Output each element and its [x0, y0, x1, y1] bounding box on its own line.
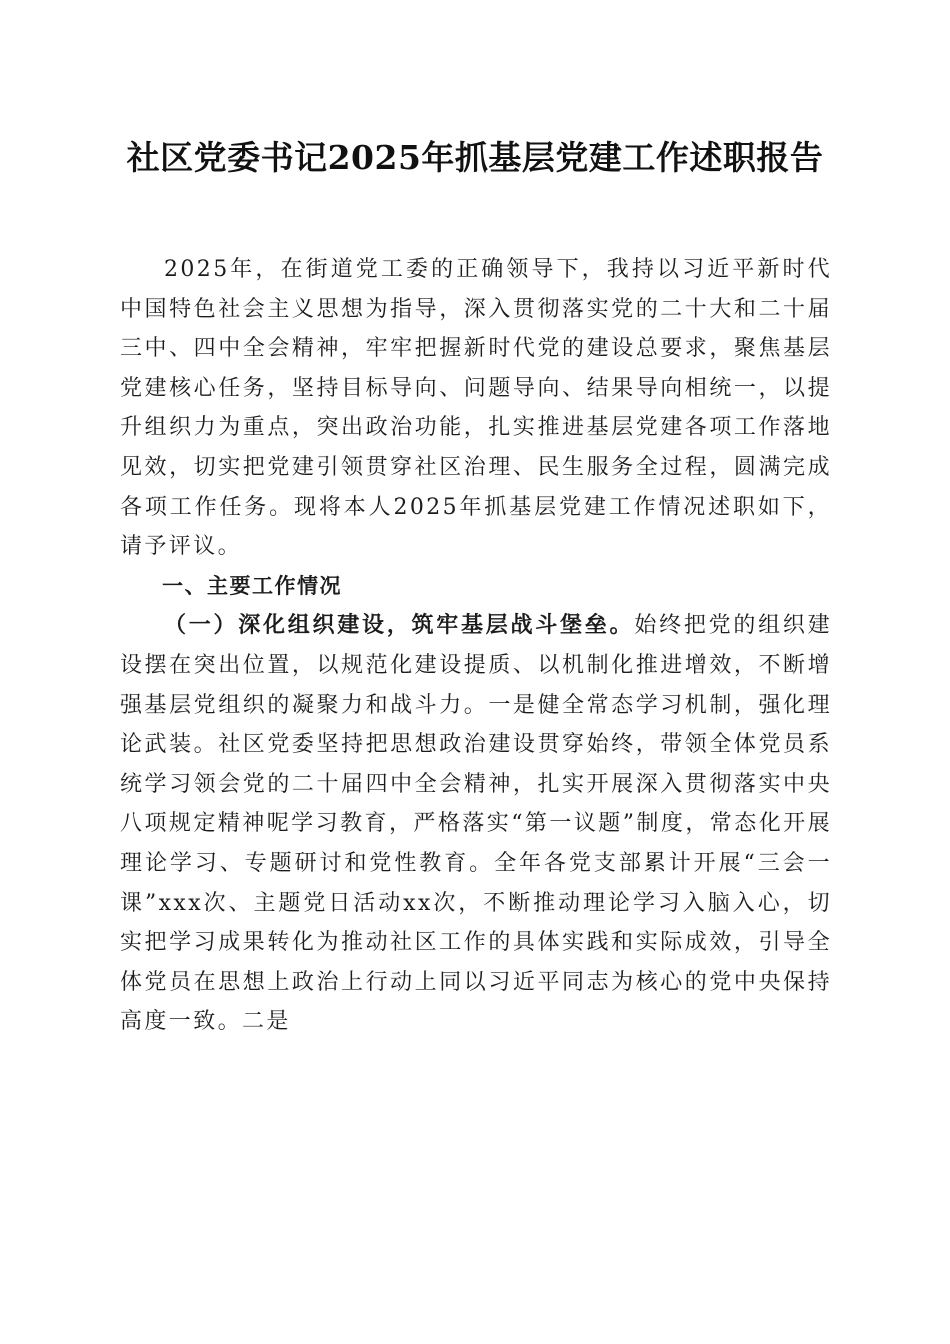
subsection-paragraph-organization — [120, 606, 832, 1042]
subsection-body-organization: 始终把党的组织建设摆在突出位置，以规范化建设提质、以机制化推进增效，不断增强基层党组织的凝聚力和战斗力。一是健全常态学习机制，强化理论武装。社区党委坚持把思想政治建设贯穿始终，带领全体党员系统学习领会党的二十届四中全会精神，扎实开展深入贯彻落实中央八项规定精神呢学习教育，严格落实“第一议题”制度，常态化开展理论学习、专题研讨和党性教育。全年各党支部累计开展“三会一课”xxx次、主题党日活动xx次，不断推动理论学习入脑入心，切实把学习成果转化为推动社区工作的具体实践和实际成效，引导全体党员在思想上政治上行动上同以习近平同志为核心的党中央保持高度一致。二是 — [120, 613, 833, 1035]
document-title: 社区党委书记2025年抓基层党建工作述职报告 — [126, 138, 824, 177]
document-body — [120, 250, 832, 1042]
subsection-title-organization: （一）深化组织建设，筑牢基层战斗堡垒。 — [164, 612, 635, 639]
section-heading-main-work: 一、主要工作情况 — [162, 573, 342, 598]
intro-paragraph: 2025年，在街道党工委的正确领导下，我持以习近平新时代中国特色社会主义思想为指导，深入贯彻落实党的二十大和二十届三中、四中全会精神，牢牢把握新时代党的建设总要求，聚焦基层党建核心任务，坚持目标导向、问题导向、结果导向相统一，以提升组织力为重点，突出政治功能，扎实推进基层党建各项工作落地见效，切实把党建引领贯穿社区治理、民生服务全过程，圆满完成各项工作任务。现将本人2025年抓基层党建工作情况述职如下，请予评议。 — [120, 257, 832, 560]
